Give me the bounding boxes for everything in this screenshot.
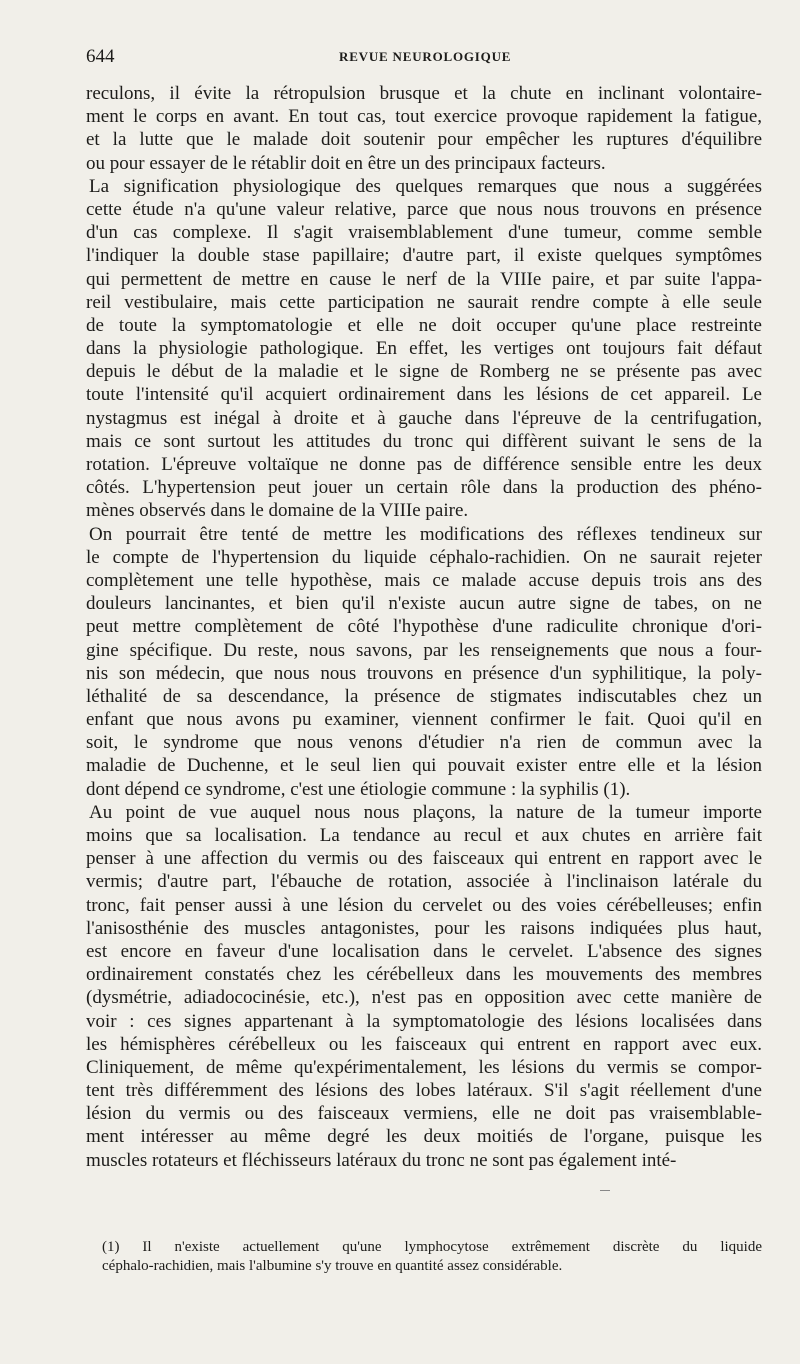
footnote-line: (1) Il n'existe actuellement qu'une lymphocytose extrêmement discrète du liquide xyxy=(102,1239,762,1255)
text-line: peut mettre complètement de côté l'hypothèse d'une radiculite chronique d'ori- xyxy=(86,616,762,638)
text-line: dans la physiologie pathologique. En effet, les vertiges ont toujours fait défaut xyxy=(86,338,762,360)
text-line: lésion du vermis ou des faisceaux vermiens, elle ne doit pas vraisemblable- xyxy=(86,1103,762,1125)
text-line: maladie de Duchenne, et le seul lien qui pouvait exister entre elle et la lésion xyxy=(86,755,762,777)
text-line: ment le corps en avant. En tout cas, tout exercice provoque rapidement la fatigue, xyxy=(86,106,762,128)
footnote-divider xyxy=(600,1190,610,1191)
text-line: ou pour essayer de le rétablir doit en être un des principaux facteurs. xyxy=(86,152,606,174)
text-line: reil vestibulaire, mais cette participation ne saurait rendre compte à elle seule xyxy=(86,291,762,313)
text-line: de toute la symptomatologie et elle ne doit occuper qu'une place restreinte xyxy=(86,314,762,336)
text-line: (dysmétrie, adiadococinésie, etc.), n'est pas en opposition avec cette manière de xyxy=(86,987,762,1009)
text-line: les hémisphères cérébelleux ou les faisceaux qui entrent en rapport avec eux. xyxy=(86,1033,762,1055)
page xyxy=(86,40,762,1172)
text-line: nis son médecin, que nous nous trouvons en présence d'un syphilitique, la poly- xyxy=(86,662,762,684)
text-line: toute l'intensité qu'il acquiert ordinairement dans les lésions de cet appareil. Le xyxy=(86,384,762,406)
text-line: complètement une telle hypothèse, mais ce malade accuse depuis trois ans des xyxy=(86,569,762,591)
text-line: La signification physiologique des quelques remarques que nous a suggérées xyxy=(89,175,762,197)
text-line: moins que sa localisation. La tendance au recul et aux chutes en arrière fait xyxy=(86,825,762,846)
text-line: tronc, fait penser aussi à une lésion du cervelet ou des voies cérébelleuses; enfin xyxy=(86,894,762,916)
text-line: On pourrait être tenté de mettre les modifications des réflexes tendineux sur xyxy=(89,523,762,545)
text-line: l'anisosthénie des muscles antagonistes, pour les raisons indiquées plus haut, xyxy=(86,917,762,939)
text-line: gine spécifique. Du reste, nous savons, par les renseignements que nous a four- xyxy=(86,639,762,661)
text-line: tent très différemment des lésions des lobes latéraux. S'il s'agit réellement d'une xyxy=(86,1080,762,1102)
text-line: reculons, il évite la rétropulsion brusque et la chute en inclinant volontaire- xyxy=(86,83,762,104)
text-line: Au point de vue auquel nous nous plaçons, la nature de la tumeur importe xyxy=(89,801,762,823)
text-line: mais ce sont surtout les attitudes du tronc qui diffèrent suivant le sens de la xyxy=(86,430,762,452)
text-line: enfant que nous avons pu examiner, viennent confirmer le fait. Quoi qu'il en xyxy=(86,709,762,731)
text-line: rotation. L'épreuve voltaïque ne donne pas de différence sensible entre les deux xyxy=(86,454,762,475)
journal-title: REVUE NEUROLOGIQUE xyxy=(339,49,512,64)
text-line: est encore en faveur d'une localisation dans le cervelet. L'absence des signes xyxy=(86,940,762,962)
text-line: ment intéresser au même degré les deux moitiés de l'organe, puisque les xyxy=(86,1126,762,1148)
text-line: Cliniquement, de même qu'expérimentalement, les lésions du vermis se compor- xyxy=(86,1056,762,1078)
text-line: vermis; d'autre part, l'ébauche de rotation, associée à l'inclinaison latérale du xyxy=(86,871,762,893)
text-line: voir : ces signes appartenant à la symptomatologie des lésions localisées dans xyxy=(86,1010,762,1032)
footnotes xyxy=(102,1238,762,1276)
text-line: qui permettent de mettre en cause le nerf de la VIIIe paire, et par suite l'appa- xyxy=(86,268,762,290)
text-line: et la lutte que le malade doit soutenir pour empêcher les ruptures d'équilibre xyxy=(86,129,762,151)
text-line: mènes observés dans le domaine de la VIIIe paire. xyxy=(86,500,469,522)
text-line: muscles rotateurs et fléchisseurs latéraux du tronc ne sont pas également inté- xyxy=(86,1149,677,1171)
running-head xyxy=(86,40,762,68)
body-text xyxy=(86,82,762,1172)
text-line: d'un cas complexe. Il s'agit vraisemblablement d'une tumeur, comme semble xyxy=(86,222,762,244)
text-line: dont dépend ce syndrome, c'est une étiologie commune : la syphilis (1). xyxy=(86,778,631,800)
text-line: penser à une affection du vermis ou des faisceaux qui entrent en rapport avec le xyxy=(86,848,762,870)
text-line: l'indiquer la double stase papillaire; d'autre part, il existe quelques symptômes xyxy=(86,245,762,267)
text-line: depuis le début de la maladie et le signe de Romberg ne se présente pas avec xyxy=(86,361,762,383)
text-line: léthalité de sa descendance, la présence de stigmates indiscutables chez un xyxy=(86,685,762,707)
text-line: le compte de l'hypertension du liquide céphalo-rachidien. On ne saurait rejeter xyxy=(86,546,762,568)
text-line: cette étude n'a qu'une valeur relative, parce que nous nous trouvons en présence xyxy=(86,198,762,220)
page-number: 644 xyxy=(86,46,115,67)
text-line: nystagmus est inégal à droite et à gauche dans l'épreuve de la centrifugation, xyxy=(86,407,762,429)
text-line: ordinairement constatés chez les cérébelleux dans les mouvements des membres xyxy=(86,964,762,986)
footnote-line: céphalo-rachidien, mais l'albumine s'y trouve en quantité assez considérable. xyxy=(102,1258,563,1274)
text-line: côtés. L'hypertension peut jouer un certain rôle dans la production des phéno- xyxy=(86,477,762,499)
text-line: douleurs lancinantes, et bien qu'il n'existe aucun autre signe de tabes, on ne xyxy=(86,593,762,615)
text-line: soit, le syndrome que nous venons d'étudier n'a rien de commun avec la xyxy=(86,732,762,754)
